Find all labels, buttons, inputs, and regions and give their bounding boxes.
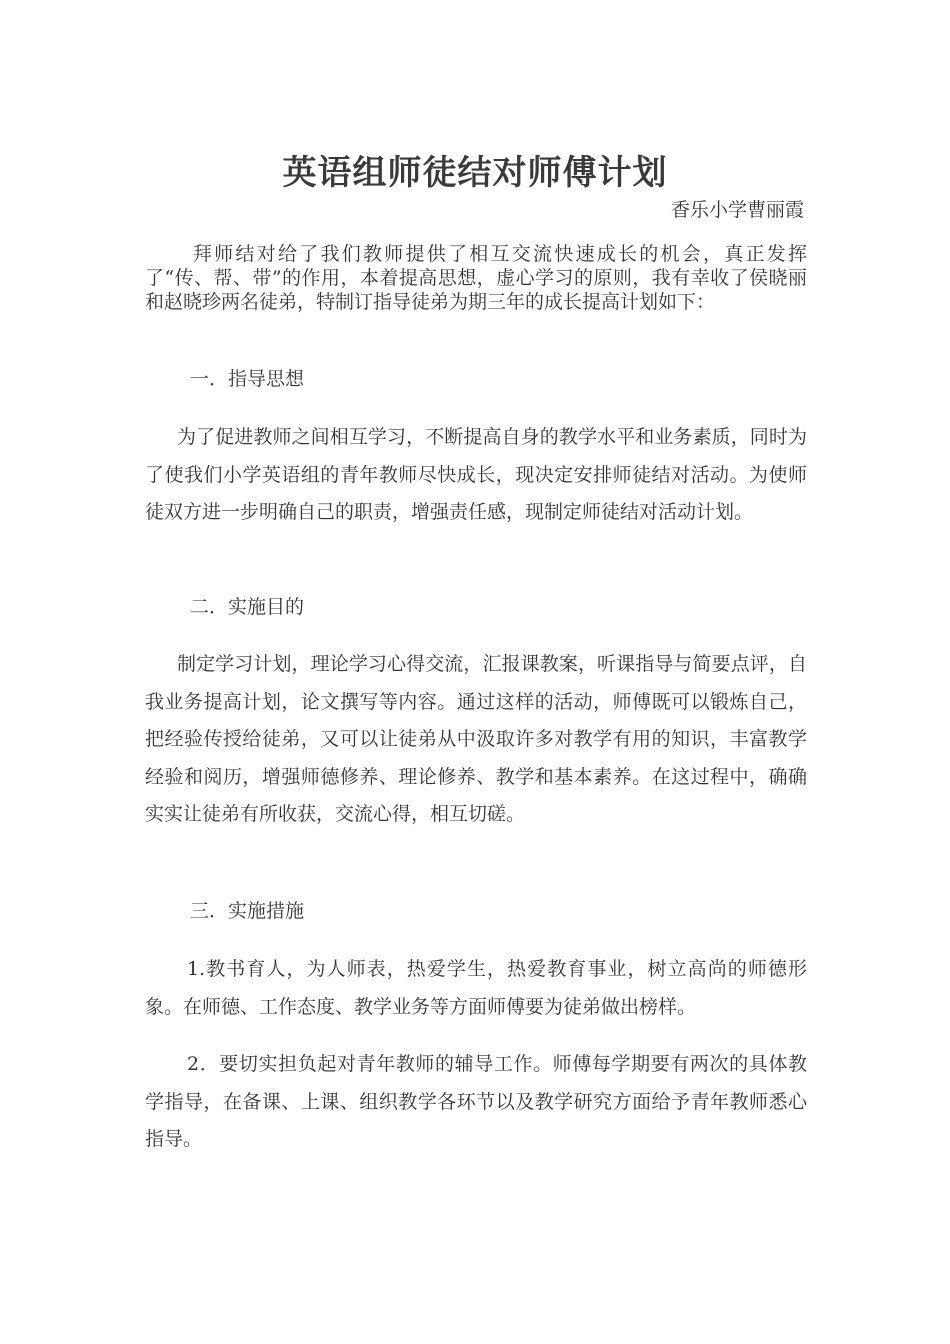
intro-paragraph: 拜师结对给了我们教师提供了相互交流快速成长的机会，真正发挥了“传、帮、带”的作用，本着提高思想，虚心学习的原则，我有幸收了侯晓丽和赵晓珍两名徒弟，特制订指导徒弟为期三年的成长提高计划如下： — [145, 243, 807, 313]
document-title: 英语组师徒结对师傅计划 — [282, 152, 668, 193]
section-heading-guiding-thought: 一．指导思想 — [190, 368, 305, 390]
section-heading-measures: 三．实施措施 — [190, 900, 305, 922]
section-paragraph-purpose: 制定学习计划，理论学习心得交流，汇报课教案，听课指导与简要点评，自我业务提高计划，论文撰写等内容。通过这样的活动，师傅既可以锻炼自己，把经验传授给徒弟，又可以让徒弟从中汲取许多对教学有用的知识，丰富教学经验和阅历，增强师德修养、理论修养、教学和基本素养。在这过程中，确确实实让徒弟有所收获，交流心得，相互切磋。 — [145, 653, 807, 825]
measure-item-1: 1.教书育人，为人师表，热爱学生，热爱教育事业，树立高尚的师德形象。在师德、工作态度、教学业务等方面师傅要为徒弟做出榜样。 — [145, 958, 807, 1018]
measure-item-2: 2．要切实担负起对青年教师的辅导工作。师傅每学期要有两次的具体教学指导，在备课、上课、组织教学各环节以及教学研究方面给予青年教师悉心指导。 — [145, 1053, 807, 1150]
author-line: 香乐小学曹丽霞 — [670, 199, 804, 221]
section-heading-purpose: 二．实施目的 — [190, 596, 305, 618]
section-paragraph-guiding-thought: 为了促进教师之间相互学习，不断提高自身的教学水平和业务素质，同时为了使我们小学英语组的青年教师尽快成长，现决定安排师徒结对活动。为使师徒双方进一步明确自己的职责，增强责任感，现制定师徒结对活动计划。 — [145, 426, 807, 523]
